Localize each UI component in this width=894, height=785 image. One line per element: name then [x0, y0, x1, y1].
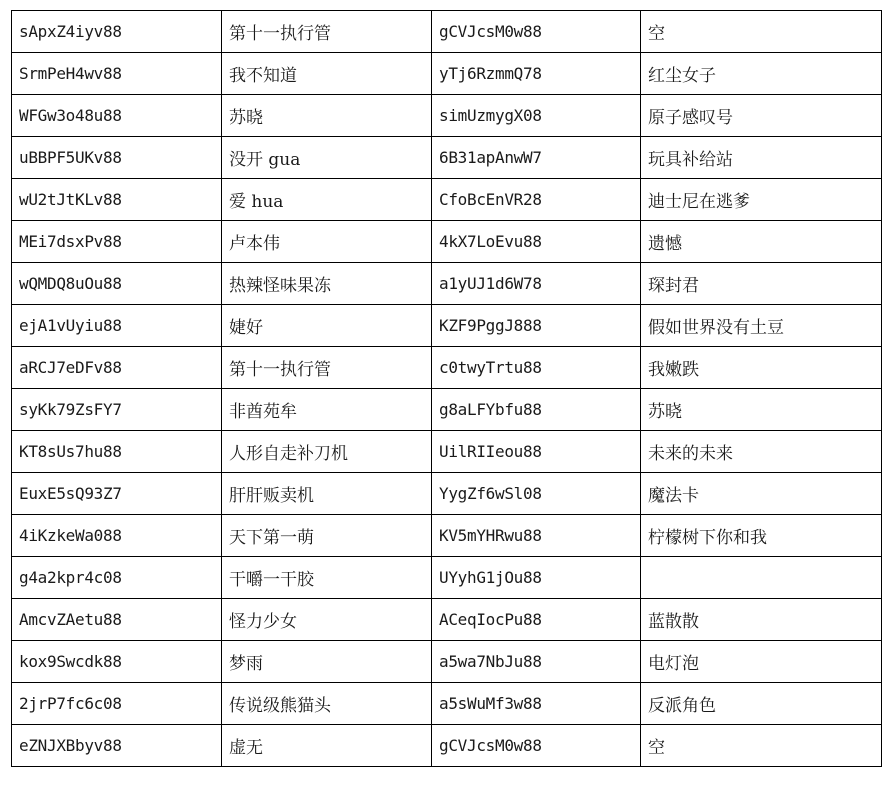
- name-cell: 我嫩跌: [641, 347, 882, 389]
- code-cell: aRCJ7eDFv88: [12, 347, 222, 389]
- table-row: [12, 95, 882, 137]
- table-row: [12, 179, 882, 221]
- table-row: [12, 347, 882, 389]
- code-cell: yTj6RzmmQ78: [432, 53, 641, 95]
- code-cell: 4kX7LoEvu88: [432, 221, 641, 263]
- name-cell: 空: [641, 725, 882, 767]
- code-cell: simUzmygX08: [432, 95, 641, 137]
- name-cell: 原子感叹号: [641, 95, 882, 137]
- table-row: [12, 641, 882, 683]
- code-cell: UilRIIeou88: [432, 431, 641, 473]
- code-cell: KZF9PggJ888: [432, 305, 641, 347]
- code-cell: a5wa7NbJu88: [432, 641, 641, 683]
- table-row: [12, 53, 882, 95]
- name-cell: 反派角色: [641, 683, 882, 725]
- name-cell: 梦雨: [222, 641, 432, 683]
- code-cell: eZNJXBbyv88: [12, 725, 222, 767]
- table-row: [12, 683, 882, 725]
- name-cell: [641, 557, 882, 599]
- name-cell: 非酋苑牟: [222, 389, 432, 431]
- name-cell: 没开 gua: [222, 137, 432, 179]
- document-page: [11, 10, 881, 767]
- code-cell: 6B31apAnwW7: [432, 137, 641, 179]
- code-cell: AmcvZAetu88: [12, 599, 222, 641]
- name-cell: 苏晓: [222, 95, 432, 137]
- name-cell: 琛封君: [641, 263, 882, 305]
- code-cell: sApxZ4iyv88: [12, 11, 222, 53]
- code-cell: uBBPF5UKv88: [12, 137, 222, 179]
- code-cell: WFGw3o48u88: [12, 95, 222, 137]
- name-cell: 未来的未来: [641, 431, 882, 473]
- table-row: [12, 137, 882, 179]
- code-cell: KV5mYHRwu88: [432, 515, 641, 557]
- code-name-table: [11, 10, 882, 767]
- name-cell: 天下第一萌: [222, 515, 432, 557]
- table-row: [12, 599, 882, 641]
- code-cell: kox9Swcdk88: [12, 641, 222, 683]
- name-cell: 电灯泡: [641, 641, 882, 683]
- code-cell: gCVJcsM0w88: [432, 11, 641, 53]
- code-cell: SrmPeH4wv88: [12, 53, 222, 95]
- code-cell: a5sWuMf3w88: [432, 683, 641, 725]
- code-cell: EuxE5sQ93Z7: [12, 473, 222, 515]
- code-cell: g8aLFYbfu88: [432, 389, 641, 431]
- name-cell: 婕好: [222, 305, 432, 347]
- name-cell: 玩具补给站: [641, 137, 882, 179]
- code-cell: syKk79ZsFY7: [12, 389, 222, 431]
- name-cell: 第十一执行管: [222, 11, 432, 53]
- code-cell: a1yUJ1d6W78: [432, 263, 641, 305]
- name-cell: 苏晓: [641, 389, 882, 431]
- code-cell: ejA1vUyiu88: [12, 305, 222, 347]
- code-cell: gCVJcsM0w88: [432, 725, 641, 767]
- name-cell: 蓝散散: [641, 599, 882, 641]
- name-cell: 怪力少女: [222, 599, 432, 641]
- code-cell: KT8sUs7hu88: [12, 431, 222, 473]
- name-cell: 爱 hua: [222, 179, 432, 221]
- table-row: [12, 725, 882, 767]
- code-cell: 4iKzkeWa088: [12, 515, 222, 557]
- table-row: [12, 431, 882, 473]
- table-row: [12, 557, 882, 599]
- code-cell: 2jrP7fc6c08: [12, 683, 222, 725]
- name-cell: 卢本伟: [222, 221, 432, 263]
- name-cell: 第十一执行管: [222, 347, 432, 389]
- code-cell: c0twyTrtu88: [432, 347, 641, 389]
- code-cell: wU2tJtKLv88: [12, 179, 222, 221]
- table-body: [12, 11, 882, 767]
- name-cell: 虚无: [222, 725, 432, 767]
- name-cell: 柠檬树下你和我: [641, 515, 882, 557]
- table-row: [12, 515, 882, 557]
- name-cell: 我不知道: [222, 53, 432, 95]
- code-cell: ACeqIocPu88: [432, 599, 641, 641]
- name-cell: 肝肝贩卖机: [222, 473, 432, 515]
- name-cell: 遗憾: [641, 221, 882, 263]
- name-cell: 传说级熊猫头: [222, 683, 432, 725]
- code-cell: UYyhG1jOu88: [432, 557, 641, 599]
- code-cell: MEi7dsxPv88: [12, 221, 222, 263]
- name-cell: 假如世界没有土豆: [641, 305, 882, 347]
- name-cell: 人形自走补刀机: [222, 431, 432, 473]
- name-cell: 热辣怪味果冻: [222, 263, 432, 305]
- name-cell: 干嚼一干胶: [222, 557, 432, 599]
- name-cell: 红尘女子: [641, 53, 882, 95]
- name-cell: 空: [641, 11, 882, 53]
- table-row: [12, 221, 882, 263]
- table-row: [12, 305, 882, 347]
- table-row: [12, 389, 882, 431]
- table-row: [12, 263, 882, 305]
- name-cell: 迪士尼在逃爹: [641, 179, 882, 221]
- code-cell: YygZf6wSl08: [432, 473, 641, 515]
- table-row: [12, 11, 882, 53]
- code-cell: CfoBcEnVR28: [432, 179, 641, 221]
- table-row: [12, 473, 882, 515]
- code-cell: g4a2kpr4c08: [12, 557, 222, 599]
- name-cell: 魔法卡: [641, 473, 882, 515]
- code-cell: wQMDQ8uOu88: [12, 263, 222, 305]
